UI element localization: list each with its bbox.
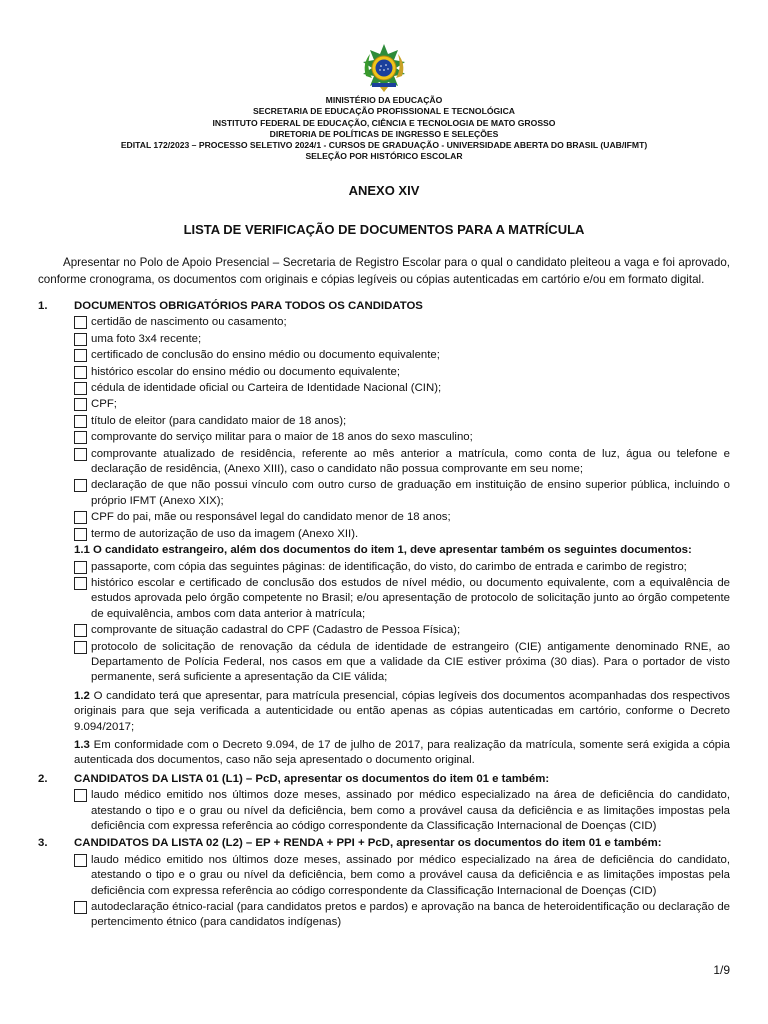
subsection-paragraph — [74, 689, 730, 735]
checkbox[interactable] — [74, 479, 87, 492]
checklist-item — [74, 527, 730, 542]
checklist-item — [74, 576, 730, 622]
subsection-text: O candidato terá que apresentar, para matrícula presencial, cópias legíveis dos documentos acompanhadas dos respectivos originais para que seja verificada a autenticidade ou então apenas as cópias autenticadas em cartório, conforme o Decreto 9.094/2017; — [74, 689, 730, 733]
checklist-item-text: laudo médico emitido nos últimos doze meses, assinado por médico especializado na área de deficiência do candidato, atestando o tipo e o grau ou nível da deficiência, bem como a provável causa da deficiência e as limitações impostas pela deficiência com expressa referência ao código correspondente da Classificação Internacional de Doenças (CID) — [91, 789, 730, 832]
checkbox[interactable] — [74, 511, 87, 524]
checklist-item — [74, 365, 730, 380]
checkbox[interactable] — [74, 448, 87, 461]
checkbox[interactable] — [74, 431, 87, 444]
checklist-item — [74, 430, 730, 445]
checklist-item-text: certidão de nascimento ou casamento; — [91, 316, 287, 329]
checklist-item-text: CPF do pai, mãe ou responsável legal do candidato menor de 18 anos; — [91, 511, 451, 524]
checklist-item-text: termo de autorização de uso da imagem (Anexo XII). — [91, 527, 359, 540]
checkbox[interactable] — [74, 854, 87, 867]
checklist-item — [74, 853, 730, 899]
page-number: 1/9 — [713, 963, 730, 977]
checklist-item — [74, 447, 730, 478]
section-number: 1. — [38, 300, 48, 312]
document-header — [40, 95, 728, 163]
checklist-item-text: título de eleitor (para candidato maior de 18 anos); — [91, 414, 347, 427]
checkbox[interactable] — [74, 398, 87, 411]
checklist — [74, 788, 730, 834]
checkbox[interactable] — [74, 333, 87, 346]
checklist-item-text: protocolo de solicitação de renovação da cédula de identidade de estrangeiro (CIE) antigamente denominado RNE, ao Departamento de Polícia Federal, nos casos em que a validade da CIE estiver próxima (30 dias). Para o portador de visto permanente, será suficiente a apresentação da CIE válida; — [91, 640, 730, 684]
checklist-item — [74, 332, 730, 347]
checklist-item — [74, 397, 730, 412]
header-line: SECRETARIA DE EDUCAÇÃO PROFISSIONAL E TECNOLÓGICA — [253, 106, 515, 117]
checklist-item-text: autodeclaração étnico-racial (para candidatos pretos e pardos) e aprovação na banca de heteroidentificação ou declaração de pertencimento étnico (para candidatos indígenas) — [91, 901, 730, 929]
document-body — [38, 297, 730, 932]
subsection-number: 1.3 — [74, 738, 90, 751]
checklist-item-text: declaração de que não possui vínculo com outro curso de graduação em instituição de ensino superior pública, incluindo o próprio IFMT (Anexo XIX); — [91, 479, 730, 507]
checklist-item — [74, 348, 730, 363]
checkbox[interactable] — [74, 349, 87, 362]
checklist-item-text: passaporte, com cópia das seguintes páginas: de identificação, do visto, do carimbo de entrada e carimbo de registro; — [91, 560, 687, 573]
checklist-item — [74, 560, 730, 575]
section-number: 2. — [38, 772, 48, 785]
annex-title: ANEXO XIV — [348, 183, 420, 198]
subsection-heading: 1.1 O candidato estrangeiro, além dos documentos do item 1, deve apresentar também os seguintes documentos: — [74, 544, 692, 557]
checklist-item — [74, 623, 730, 638]
checkbox[interactable] — [74, 382, 87, 395]
checkbox[interactable] — [74, 316, 87, 329]
checklist — [74, 853, 730, 931]
header-line: SELEÇÃO POR HISTÓRICO ESCOLAR — [305, 151, 463, 162]
checklist-item — [74, 315, 730, 330]
checklist-item — [74, 510, 730, 525]
checklist-item-text: histórico escolar do ensino médio ou documento equivalente; — [91, 365, 401, 378]
checklist-item — [74, 788, 730, 834]
checkbox[interactable] — [74, 789, 87, 802]
checklist-item-text: CPF; — [91, 398, 117, 411]
checkbox[interactable] — [74, 641, 87, 654]
section-heading — [38, 772, 730, 787]
intro-paragraph: Apresentar no Polo de Apoio Presencial – Secretaria de Registro Escolar para o qual o candidato pleiteou a vaga e foi aprovado, conforme cronograma, os documentos com originais e cópias legíveis ou cópias autenticadas em cartório e/ou em formato digital. — [38, 256, 730, 286]
subsection-paragraph — [74, 738, 730, 769]
checklist-item-text: comprovante do serviço militar para o maior de 18 anos do sexo masculino; — [91, 431, 473, 444]
document-title: LISTA DE VERIFICAÇÃO DE DOCUMENTOS PARA A MATRÍCULA — [183, 222, 585, 237]
section-title: CANDIDATOS DA LISTA 01 (L1) – PcD, apresentar os documentos do item 01 e também: — [74, 772, 550, 785]
section-number: 3. — [38, 837, 48, 850]
checklist-item — [74, 900, 730, 931]
checklist-item-text: laudo médico emitido nos últimos doze meses, assinado por médico especializado na área de deficiência do candidato, atestando o tipo e o grau ou nível da deficiência, bem como a provável causa da deficiência e as limitações impostas pela deficiência com expressa referência ao código correspondente da Classificação Internacional de Doenças (CID) — [91, 853, 730, 897]
checkbox[interactable] — [74, 624, 87, 637]
checkbox[interactable] — [74, 561, 87, 574]
checklist-item-text: certificado de conclusão do ensino médio ou documento equivalente; — [91, 349, 440, 362]
section-title: DOCUMENTOS OBRIGATÓRIOS PARA TODOS OS CANDIDATOS — [74, 300, 423, 312]
checklist — [74, 560, 730, 686]
header-line: INSTITUTO FEDERAL DE EDUCAÇÃO, CIÊNCIA E TECNOLOGIA DE MATO GROSSO — [212, 117, 556, 128]
header-line: EDITAL 172/2023 – PROCESSO SELETIVO 2024/1 - CURSOS DE GRADUAÇÃO - UNIVERSIDADE ABERTA DO BRASIL (UAB/IFMT) — [120, 140, 648, 151]
subsection-number: 1.2 — [74, 689, 90, 702]
checklist-item-text: comprovante de situação cadastral do CPF (Cadastro de Pessoa Física); — [91, 624, 461, 637]
subsection-text: Em conformidade com o Decreto 9.094, de 17 de julho de 2017, para realização da matrícula, somente será exigida a cópia autenticada dos documentos, caso não seja apresentado o documento original. — [74, 738, 730, 767]
checklist-item-text: histórico escolar e certificado de conclusão dos estudos de nível médio, ou documento equivalente, com a equivalência de estudos aprovada pelo órgão competente no Brasil; e/ou apresentação de protocolo de solicitação junto ao órgão competente de equivalência, ambos com data anterior à matrícula; — [91, 576, 730, 620]
checklist — [74, 315, 730, 542]
checklist-item — [74, 478, 730, 509]
checkbox[interactable] — [74, 901, 87, 914]
checklist-item — [74, 640, 730, 686]
section-title: CANDIDATOS DA LISTA 02 (L2) – EP + RENDA + PPI + PcD, apresentar os documentos do item 01 e também: — [74, 837, 662, 850]
checkbox[interactable] — [74, 366, 87, 379]
checkbox[interactable] — [74, 528, 87, 541]
checklist-item — [74, 381, 730, 396]
header-line: MINISTÉRIO DA EDUCAÇÃO — [325, 95, 443, 105]
brazil-coat-of-arms-icon — [358, 42, 410, 94]
section-heading — [38, 836, 730, 851]
checklist-item-text: cédula de identidade oficial ou Carteira de Identidade Nacional (CIN); — [91, 382, 442, 395]
checklist-item-text: uma foto 3x4 recente; — [91, 332, 202, 345]
checklist-item — [74, 414, 730, 429]
checklist-item-text: comprovante atualizado de residência, referente ao mês anterior a matrícula, como conta de luz, água ou telefone e declaração de residência, (Anexo XIII), caso o candidato não possua comprovante em seu nome; — [91, 447, 730, 476]
checkbox[interactable] — [74, 415, 87, 428]
checkbox[interactable] — [74, 577, 87, 590]
section-heading — [38, 299, 730, 314]
header-line: DIRETORIA DE POLÍTICAS DE INGRESSO E SELEÇÕES — [269, 128, 499, 139]
